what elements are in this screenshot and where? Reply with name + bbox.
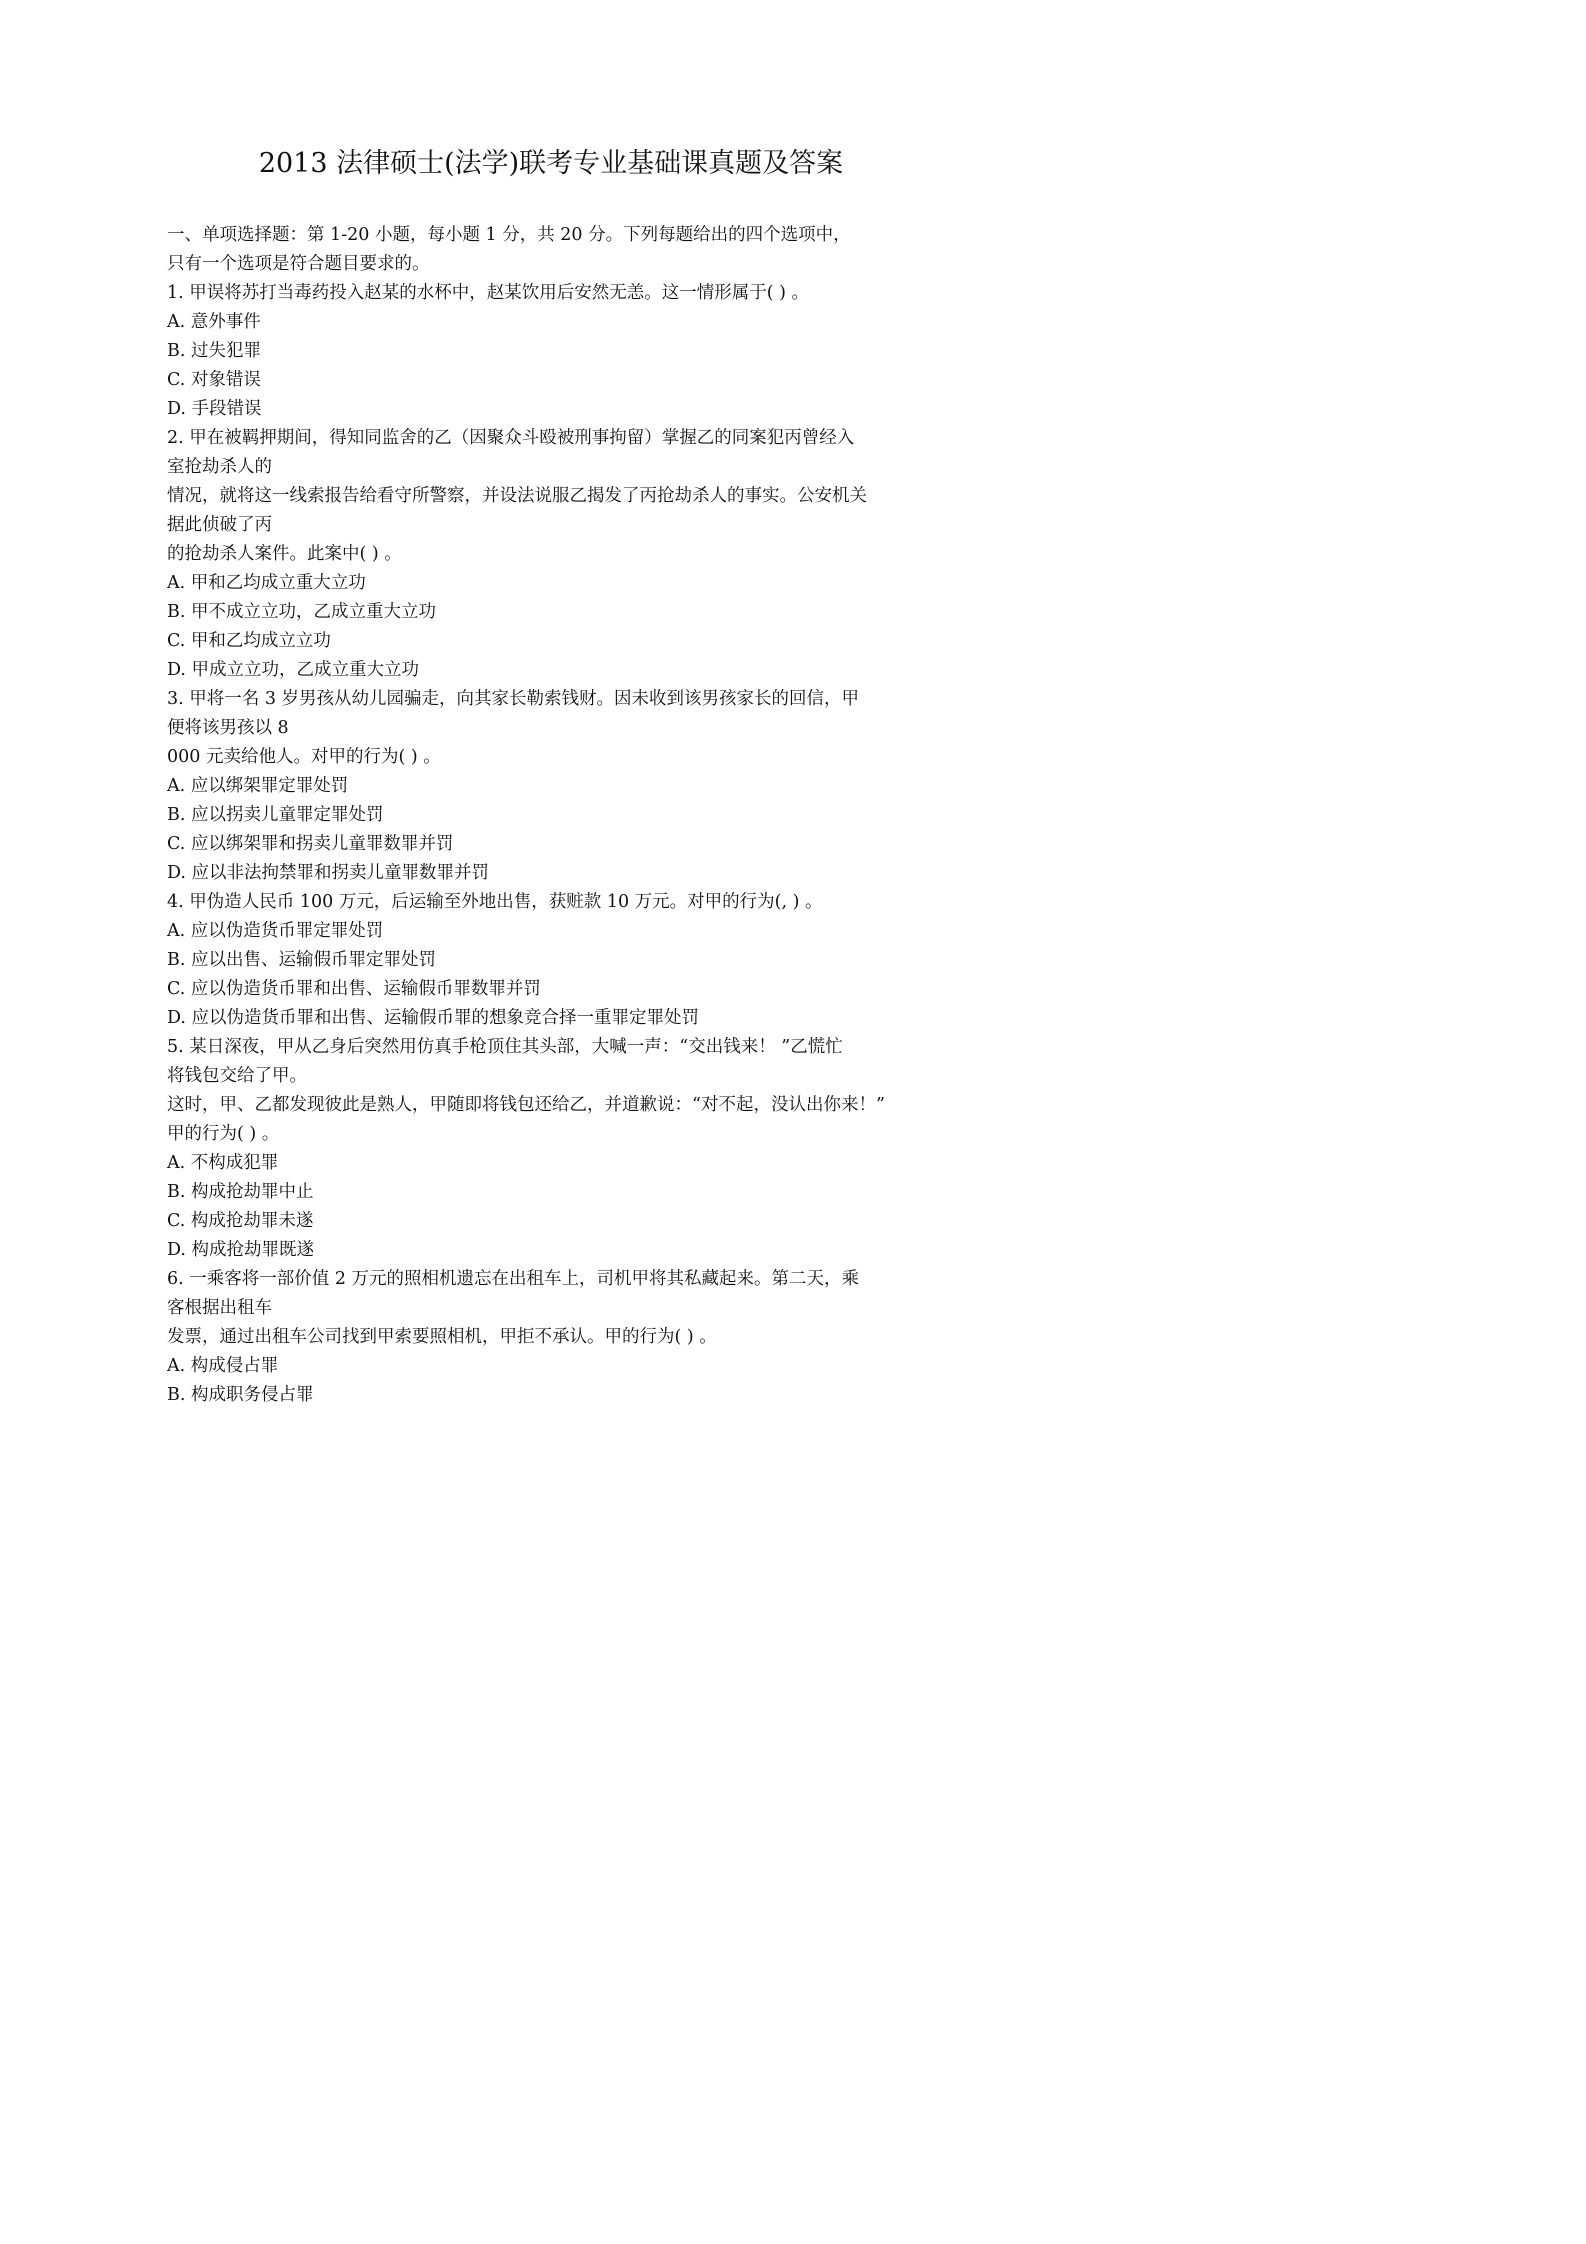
question-3-option-d: D. 应以非法拘禁罪和拐卖儿童罪数罪并罚 — [167, 863, 490, 883]
question-6-option-a: A. 构成侵占罪 — [167, 1356, 279, 1376]
question-5-stem: 甲的行为( ) 。 — [167, 1124, 280, 1144]
question-2-stem: 的抢劫杀人案件。此案中( ) 。 — [167, 544, 402, 564]
document-body — [167, 221, 947, 1410]
question-5-option-a: A. 不构成犯罪 — [167, 1153, 279, 1173]
question-3-stem: 000 元卖给他人。对甲的行为( ) 。 — [167, 747, 441, 767]
question-2-stem: 情况，就将这一线索报告给看守所警察，并设法说服乙揭发了丙抢劫杀人的事实。公安机关 — [167, 486, 867, 506]
instruction-line: 一、单项选择题：第 1-20 小题，每小题 1 分，共 20 分。下列每题给出的四个选项中， — [167, 225, 851, 245]
document-title: 2013 法律硕士(法学)联考专业基础课真题及答案 — [258, 148, 844, 179]
question-3-option-a: A. 应以绑架罪定罪处罚 — [167, 776, 349, 796]
question-5-stem: 这时，甲、乙都发现彼此是熟人，甲随即将钱包还给乙，并道歉说：“对不起，没认出你来！” — [167, 1095, 885, 1115]
question-5-option-d: D. 构成抢劫罪既遂 — [167, 1240, 315, 1260]
question-1-stem: 1. 甲误将苏打当毒药投入赵某的水杯中，赵某饮用后安然无恙。这一情形属于( ) 。 — [167, 283, 810, 303]
question-6-option-b: B. 构成职务侵占罪 — [167, 1385, 314, 1405]
question-1-option-d: D. 手段错误 — [167, 399, 262, 419]
question-3-stem: 3. 甲将一名 3 岁男孩从幼儿园骗走，向其家长勒索钱财。因未收到该男孩家长的回信，甲 — [167, 689, 860, 709]
question-3-option-b: B. 应以拐卖儿童罪定罪处罚 — [167, 805, 384, 825]
question-2-stem: 室抢劫杀人的 — [167, 457, 272, 477]
instruction-line: 只有一个选项是符合题目要求的。 — [167, 254, 430, 274]
question-4-option-a: A. 应以伪造货币罪定罪处罚 — [167, 921, 384, 941]
document-page — [0, 0, 1102, 1564]
question-6-stem: 客根据出租车 — [167, 1298, 272, 1318]
question-3-stem: 便将该男孩以 8 — [167, 718, 289, 738]
question-5-stem: 5. 某日深夜，甲从乙身后突然用仿真手枪顶住其头部，大喊一声：“交出钱来！ ”乙慌忙 — [167, 1037, 843, 1057]
question-3-option-c: C. 应以绑架罪和拐卖儿童罪数罪并罚 — [167, 834, 454, 854]
question-2-option-b: B. 甲不成立立功，乙成立重大立功 — [167, 602, 436, 622]
question-6-stem: 发票，通过出租车公司找到甲索要照相机，甲拒不承认。甲的行为( ) 。 — [167, 1327, 717, 1347]
question-5-option-b: B. 构成抢劫罪中止 — [167, 1182, 314, 1202]
question-1-option-c: C. 对象错误 — [167, 370, 261, 390]
question-5-stem: 将钱包交给了甲。 — [167, 1066, 307, 1086]
question-2-option-a: A. 甲和乙均成立重大立功 — [167, 573, 366, 593]
question-5-option-c: C. 构成抢劫罪未遂 — [167, 1211, 314, 1231]
question-2-stem: 2. 甲在被羁押期间，得知同监舍的乙（因聚众斗殴被刑事拘留）掌握乙的同案犯丙曾经入 — [167, 428, 855, 448]
question-1-option-b: B. 过失犯罪 — [167, 341, 261, 361]
question-2-option-d: D. 甲成立立功，乙成立重大立功 — [167, 660, 420, 680]
question-2-stem: 据此侦破了丙 — [167, 515, 272, 535]
question-4-option-d: D. 应以伪造货币罪和出售、运输假币罪的想象竞合择一重罪定罪处罚 — [167, 1008, 700, 1028]
question-4-stem: 4. 甲伪造人民币 100 万元，后运输至外地出售，获赃款 10 万元。对甲的行为(, ) 。 — [167, 892, 823, 912]
question-4-option-c: C. 应以伪造货币罪和出售、运输假币罪数罪并罚 — [167, 979, 541, 999]
question-2-option-c: C. 甲和乙均成立立功 — [167, 631, 331, 651]
question-4-option-b: B. 应以出售、运输假币罪定罪处罚 — [167, 950, 436, 970]
question-6-stem: 6. 一乘客将一部价值 2 万元的照相机遗忘在出租车上，司机甲将其私藏起来。第二天，乘 — [167, 1269, 860, 1289]
question-1-option-a: A. 意外事件 — [167, 312, 261, 332]
